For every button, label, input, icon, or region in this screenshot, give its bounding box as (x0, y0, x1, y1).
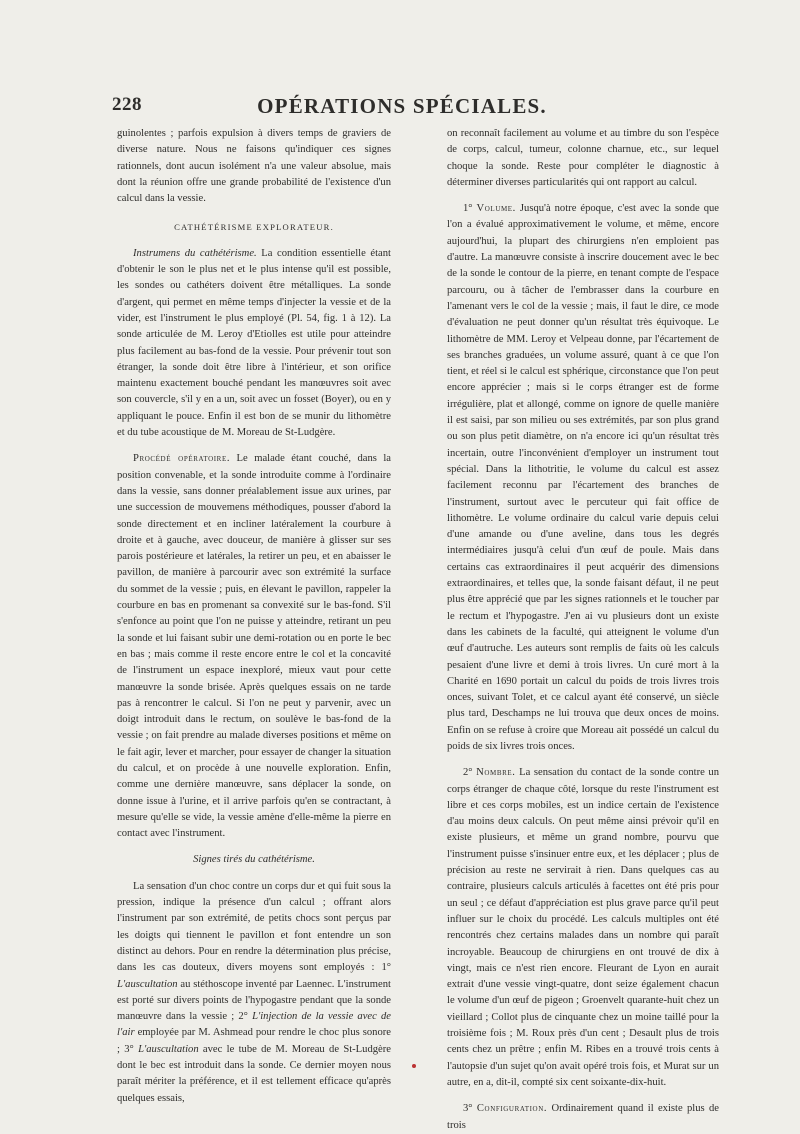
ink-spot (412, 1064, 416, 1068)
paragraph (117, 246, 391, 442)
italic-term: L'injection de la vessie avec de l'air (117, 1011, 391, 1039)
paragraph-lead: Configuration. (476, 1103, 548, 1115)
paragraph-text: La sensation d'un choc contre un corps dur et qui fuit sous la pression, indique la présence d'un calcul ; offrant alors l'instrument par son extrémité, de petits chocs sont perçus par les doigts qui tiennent le pavillon et font entendre un son distinct au dehors. Pour en rendre la détermination plus précise, dans les cas douteux, divers moyens sont employés : 1° (117, 880, 391, 974)
paragraph (117, 451, 391, 842)
paragraph: on reconnaît facilement au volume et au timbre du son l'espèce de corps, calcul, tumeur, colonne charnue, etc., sur lequel choque la sonde. Reste pour compléter le diagnostic à déterminer diverses particularités qui ont rapport au calcul. (447, 128, 719, 188)
italic-term: L'auscultation (138, 1043, 199, 1055)
paragraph-text: avec le tube de M. Moreau de St-Ludgère dont le bec est introduit dans la sonde. Ce dernier moyen nous paraît mériter la préférence, et il est tellement efficace qu'après quelques essais, (117, 1043, 391, 1104)
paragraph-text: au stéthoscope inventé par Laennec. L'instrument est porté sur divers points de l'hypogastre pendant que la sonde manœuvre dans la vessie ; 2° (117, 978, 391, 1023)
item-number: 3° (463, 1103, 477, 1115)
paragraph-lead: Volume. (476, 203, 516, 215)
right-column (447, 126, 719, 1134)
paragraph-text: Ordinairement quand il existe plus de trois (447, 1103, 720, 1131)
paragraph (447, 201, 719, 755)
page-number: 228 (112, 94, 142, 115)
section-subheading: CATHÉTÉRISME EXPLORATEUR. (174, 222, 334, 233)
left-column (117, 126, 391, 1107)
italic-term: L'auscultation (117, 978, 178, 990)
paragraph-text: La sensation du contact de la sonde contre un corps étranger de chaque côté, lorsque du reste l'instrument est libre et ces corps mobiles, est un indice certain de l'existence d'au moins deux calculs. On peut même ainsi prévoir qu'il en existe plusieurs, et même un grand nombre, pourvu que l'instrument puisse s'insinuer entre eux, et les déplacer ; plus de précision au reste ne servirait à rien. Dans quelques cas au contraire, plusieurs calculs articulés à facettes ont été pris pour un seul ; ce défaut d'appréciation est plus grave parce qu'il peut influer sur le choix du procédé. Les calculs multiples ont été rencontrés chez certains malades dans un nombre qui paraît incroyable. Beaucoup de chirurgiens en ont trouvé de dix à vingt, mais ce n'est rien encore. Fleurant de Lyon en aurait extrait d'une vessie vingt-quatre, dont seize également chacun le volume d'un œuf de pigeon ; Groenvelt quarante-huit chez un vieillard ; Collot plus de cinquante chez un moine taillé pour la troisième fois ; M. Roux près d'un cent ; Desault plus de trois cents chez un prêtre ; enfin M. Ribes en a trouvé trois cents à l'autopsie d'un sujet qu'on avait opéré trois fois, et Murat sur un autre, en a, dit-il, compté six cent soixante-dix-huit. (447, 767, 719, 1088)
paragraph-text: employée par M. Ashmead pour rendre le choc plus sonore ; 3° (117, 1027, 391, 1055)
running-title: OPÉRATIONS SPÉCIALES. (257, 94, 547, 118)
page-header (112, 94, 692, 124)
paragraph (447, 1101, 719, 1134)
paragraph-text: Le malade étant couché, dans la position convenable, et la sonde introduite comme à l'ordinaire dans la vessie, sans donner préalablement issue aux urines, par une succession de mouvemens méthodiques, pousser d'abord la sonde directement et en incliner latéralement la courbure à droite et à gauche, avec douceur, de manière à glisser sur ses parois postérieure et latérales, la retirer un peu, et en abaisser le pavillon, de manière à parcourir avec son extrémité la surface du sommet de la vessie ; puis, en élevant le pavillon, rappeler la courbure en bas en promenant sa convexité sur le bas-fond. S'il s'enfonce au point que l'on ne puisse y atteindre, retirant un peu la sonde et lui faisant subir une demi-rotation ou en porte le bec en bas ; mais comme il reste encore entre le col et la concavité de l'instrument un espace inexploré, mieux vaut pour cette manœuvre la sonde brisée. Après quelques essais on ne tarde pas à rencontrer le calcul. Si l'on ne peut y parvenir, avec un doigt introduit dans le rectum, on soulève le bas-fond de la vessie ; on fait prendre au malade diverses positions et même on le fait agir, lever et marcher, pour essayer de changer la situation du calcul, et on procède à une nouvelle exploration. Enfin, comme une dernière manœuvre, sans déplacer la sonde, on donne issue à l'urine, et il arrive parfois qu'en se contractant, à mesure qu'elle se vide, la vessie amène d'elle-même la pierre en contact avec l'instrument. (117, 453, 391, 840)
item-number: 2° (463, 767, 477, 779)
paragraph-lead: Instrumens du cathétérisme. (133, 247, 257, 259)
paragraph (447, 765, 719, 1091)
paragraph (117, 879, 391, 1107)
item-number: 1° (463, 203, 477, 215)
paragraph: guinolentes ; parfois expulsion à divers temps de graviers de diverse nature. Nous ne faisons qu'indiquer ces signes rationnels, dont aucun isolément n'a une valeur absolue, mais dont la réunion offre une grande probabilité de l'existence d'un calcul dans la vessie. (117, 128, 391, 205)
paragraph-text: La condition essentielle étant d'obtenir le son le plus net et le plus intense qu'il est possible, les sondes ou cathéters doivent être métalliques. La sonde d'argent, qui permet en même temps d'injecter la vessie et de la vider, est l'instrument le plus employé (Pl. 54, fig. 1 à 12). La sonde articulée de M. Leroy d'Etiolles est utile pour atteindre plus facilement au bas-fond de la vessie. Pour prévenir tout son étranger, la sonde doit être libre à l'intérieur, et son orifice maintenu exactement bouché pendant les manœuvres soit avec son couvercle, s'il y en a un, soit avec un fosset (Boyer), ou en y appliquant le pouce. Enfin il est bon de se munir du lithomètre et du tube acoustique de M. Moreau de St-Ludgère. (117, 247, 391, 439)
paragraph-lead: Procédé opératoire. (133, 453, 231, 465)
section-title: Signes tirés du cathétérisme. (193, 854, 315, 866)
paragraph-text: Jusqu'à notre époque, c'est avec la sonde que l'on a évalué approximativement le volume, et même, encore aujourd'hui, la plupart des chirurgiens n'en emploient pas d'autre. La manœuvre consiste à inscrire doucement avec le bec de la sonde le contour de la pierre, en tenant compte de l'espace parcouru, ou à tâcher de l'embrasser dans la courbure en l'amenant vers le col de la vessie ; mais, il faut le dire, ce mode d'évaluation ne peut donner qu'un résultat très équivoque. Le lithomètre de MM. Leroy et Velpeau donne, par l'écartement de ses branches graduées, un volume assuré, quant à ce que l'on tient, et réel si le calcul est sphérique, circonstance que l'on peut encore apprécier ; mais si le corps étranger est de forme irrégulière, plat et allongé, comme on ignore de quelle manière il est saisi, par son milieu ou ses extrémités, par son plus grand ou son plus petit diamètre, on n'a encore ici qu'un résultat très incertain, outre l'inconvénient d'employer un instrument tout spécial. Dans la lithotritie, le volume du calcul est assez facilement reconnu par l'écartement des branches de l'instrument, surtout avec le percuteur qui fait office de lithomètre. Le volume ordinaire du calcul varie depuis celui d'une amande ou d'une aveline, dans tous les degrés intermédiaires jusqu'à celui d'un œuf de poule. Mais dans certains cas extraordinaires il peut acquérir des dimensions extraordinaires, et telles que, la sonde faisant défaut, il ne peut plus être apprécié que par les signes rationnels et le toucher par le rectum et l'hypogastre. J'en ai vu plusieurs dont un existe dans les cabinets de la faculté, qui atteignent le volume d'un œuf d'autruche. Les auteurs sont remplis de faits où les calculs pesaient d'une livre et demi à trois livres. Un curé mort à la Charité en 1690 portait un calcul du poids de trois livres trois onces, suivant Tolet, et ce calcul ayant été conservé, un siècle plus tard, Deschamps ne lui trouva que deux onces de moins. Enfin on se refuse à croire que Moreau ait possédé un calcul du poids de six livres trois onces. (447, 203, 719, 752)
paragraph-lead: Nombre. (476, 767, 516, 779)
